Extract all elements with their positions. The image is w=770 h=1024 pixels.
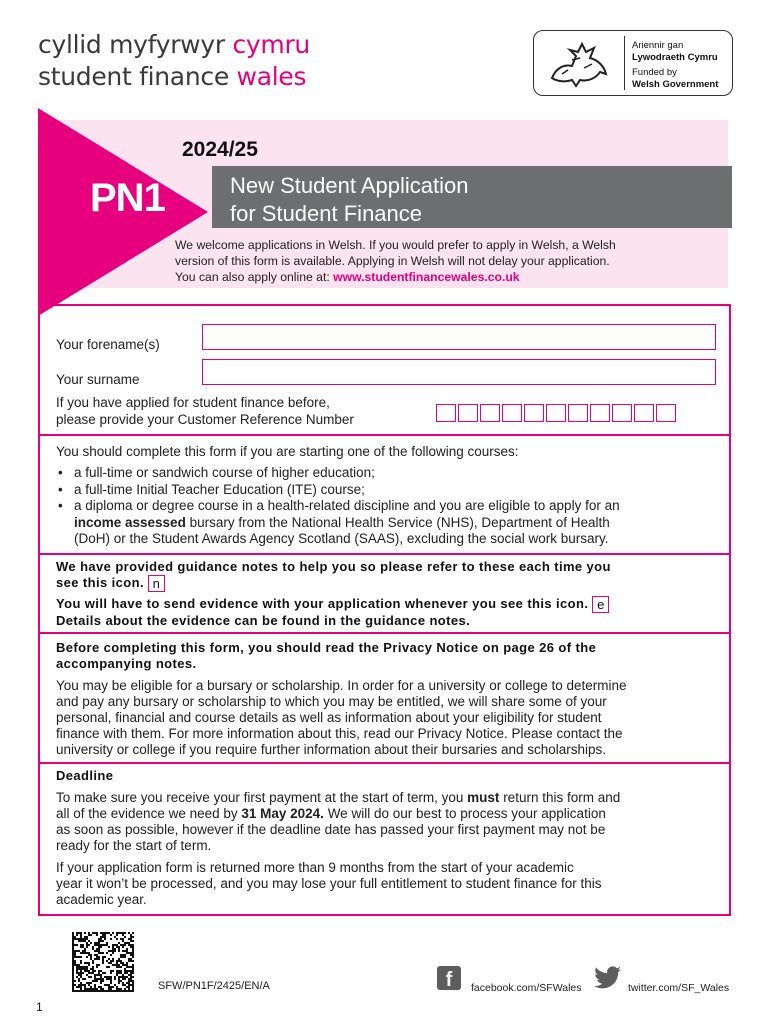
crn-digit-box[interactable]	[436, 404, 456, 422]
deadline-line2-end: We will do our best to process your application	[323, 806, 606, 821]
privacy-line4: finance with them. For more information about this, read our Privacy Notice. Please contact the	[56, 726, 623, 741]
section-divider	[38, 762, 731, 764]
surname-field[interactable]	[202, 359, 716, 385]
logo-text-english-accent: wales	[236, 62, 307, 91]
list-item: • a full-time Initial Teacher Education (ITE) course;	[56, 482, 721, 499]
welsh-government-text	[632, 40, 718, 91]
wg-line2: Lywodraeth Cymru	[632, 52, 718, 63]
crn-input-group[interactable]	[436, 404, 678, 427]
twitter-icon[interactable]	[592, 966, 622, 990]
section-divider	[38, 632, 731, 634]
form-title-line2: for Student Finance	[230, 201, 423, 226]
privacy-heading-line1: Before completing this form, you should read the Privacy Notice on page 26 of the	[56, 640, 597, 655]
crn-digit-box[interactable]	[634, 404, 654, 422]
privacy-line5: university or college if you require further information about their bursaries and scholarships.	[56, 742, 607, 757]
deadline-date: 31 May 2024.	[241, 806, 324, 821]
deadline-paragraph-2	[56, 860, 602, 908]
notes-icon: n	[148, 575, 165, 592]
crn-digit-box[interactable]	[546, 404, 566, 422]
logo-text-welsh: cyllid myfyrwyr	[38, 30, 233, 59]
form-title-line1: New Student Application	[230, 173, 469, 198]
intro-line2: version of this form is available. Applying in Welsh will not delay your application.	[175, 254, 610, 268]
logo-divider	[624, 36, 625, 90]
twitter-link[interactable]: twitter.com/SF_Wales	[628, 982, 730, 994]
deadline-line5: If your application form is returned more than 9 months from the start of your academic	[56, 860, 574, 875]
academic-year: 2024/25	[182, 138, 258, 161]
logo-text-welsh-accent: cymru	[232, 30, 310, 59]
courses-list	[56, 465, 721, 548]
privacy-heading-line2: accompanying notes.	[56, 656, 197, 671]
deadline-must: must	[467, 790, 500, 805]
logo-line-english	[38, 62, 306, 91]
intro-text	[175, 237, 695, 285]
crn-label-line2: please provide your Customer Reference Number	[56, 412, 354, 427]
wg-line3: Funded by	[632, 67, 677, 78]
form-code: PN1	[90, 176, 165, 220]
section-divider	[38, 434, 731, 436]
privacy-heading	[56, 640, 596, 672]
logo-line-welsh	[38, 30, 310, 59]
crn-digit-box[interactable]	[524, 404, 544, 422]
course-item3-line3: (DoH) or the Student Awards Agency Scotland (SAAS), excluding the social work bursary.	[74, 531, 609, 546]
deadline-line3: as soon as possible, however if the deadline date has passed your first payment may not be	[56, 822, 606, 837]
crn-digit-box[interactable]	[590, 404, 610, 422]
barcode-icon	[72, 932, 134, 992]
course-item3-line2: bursary from the National Health Service (NHS), Department of Health	[185, 514, 610, 530]
guidance-line4: Details about the evidence can be found in the guidance notes.	[56, 613, 471, 629]
forename-field[interactable]	[202, 324, 716, 350]
intro-line3: You can also apply online at:	[175, 270, 334, 284]
course-item3-line1: a diploma or degree course in a health-related discipline and you are eligible to apply for an	[74, 498, 620, 513]
surname-label: Your surname	[56, 372, 140, 387]
list-item: • a full-time or sandwich course of higher education;	[56, 465, 721, 482]
forename-label: Your forename(s)	[56, 337, 160, 352]
logo-text-english: student finance	[38, 62, 237, 91]
course-item3-bold: income assessed	[74, 514, 186, 530]
privacy-line1: You may be eligible for a bursary or scholarship. In order for a university or college to determine	[56, 678, 627, 693]
privacy-line3: personal, financial and course details as well as information about your eligibility for student	[56, 710, 602, 725]
privacy-paragraph	[56, 678, 627, 758]
crn-digit-box[interactable]	[458, 404, 478, 422]
deadline-line4: ready for the start of term.	[56, 838, 212, 853]
facebook-icon[interactable]: f	[437, 966, 461, 990]
crn-label	[56, 394, 354, 428]
form-reference: SFW/PN1F/2425/EN/A	[158, 980, 270, 992]
privacy-line2: and pay any bursary or scholarship to which you may be entitled, we will share some of your	[56, 694, 607, 709]
deadline-line2: all of the evidence we need by	[56, 806, 242, 821]
wg-line4: Welsh Government	[632, 79, 719, 90]
wg-line1: Ariennir gan	[632, 40, 684, 51]
deadline-line1: To make sure you receive your first payment at the start of term, you	[56, 790, 468, 805]
list-item	[56, 498, 721, 548]
courses-intro: You should complete this form if you are starting one of the following courses:	[56, 444, 519, 459]
facebook-link[interactable]: facebook.com/SFWales	[471, 982, 582, 994]
deadline-heading: Deadline	[56, 768, 114, 783]
intro-line1: We welcome applications in Welsh. If you would prefer to apply in Welsh, a Welsh	[175, 238, 616, 252]
guidance-line2: see this icon.	[56, 575, 144, 590]
guidance-line1: We have provided guidance notes to help you so please refer to these each time you	[56, 559, 611, 574]
guidance-text	[56, 559, 611, 629]
crn-digit-box[interactable]	[656, 404, 676, 422]
dragon-icon	[542, 38, 618, 90]
guidance-line3: You will have to send evidence with your application whenever you see this icon.	[56, 596, 589, 612]
form-title	[230, 172, 469, 228]
section-divider	[38, 553, 731, 555]
deadline-line6: year it won’t be processed, and you may lose your full entitlement to student finance for this	[56, 876, 602, 891]
deadline-line1-end: return this form and	[499, 790, 621, 805]
crn-digit-box[interactable]	[612, 404, 632, 422]
evidence-icon: e	[592, 596, 609, 613]
deadline-paragraph	[56, 790, 620, 854]
crn-digit-box[interactable]	[480, 404, 500, 422]
page-number: 1	[36, 1000, 43, 1014]
deadline-line7: academic year.	[56, 892, 147, 907]
crn-digit-box[interactable]	[502, 404, 522, 422]
website-link[interactable]: www.studentfinancewales.co.uk	[333, 270, 520, 284]
crn-digit-box[interactable]	[568, 404, 588, 422]
crn-label-line1: If you have applied for student finance before,	[56, 395, 330, 410]
